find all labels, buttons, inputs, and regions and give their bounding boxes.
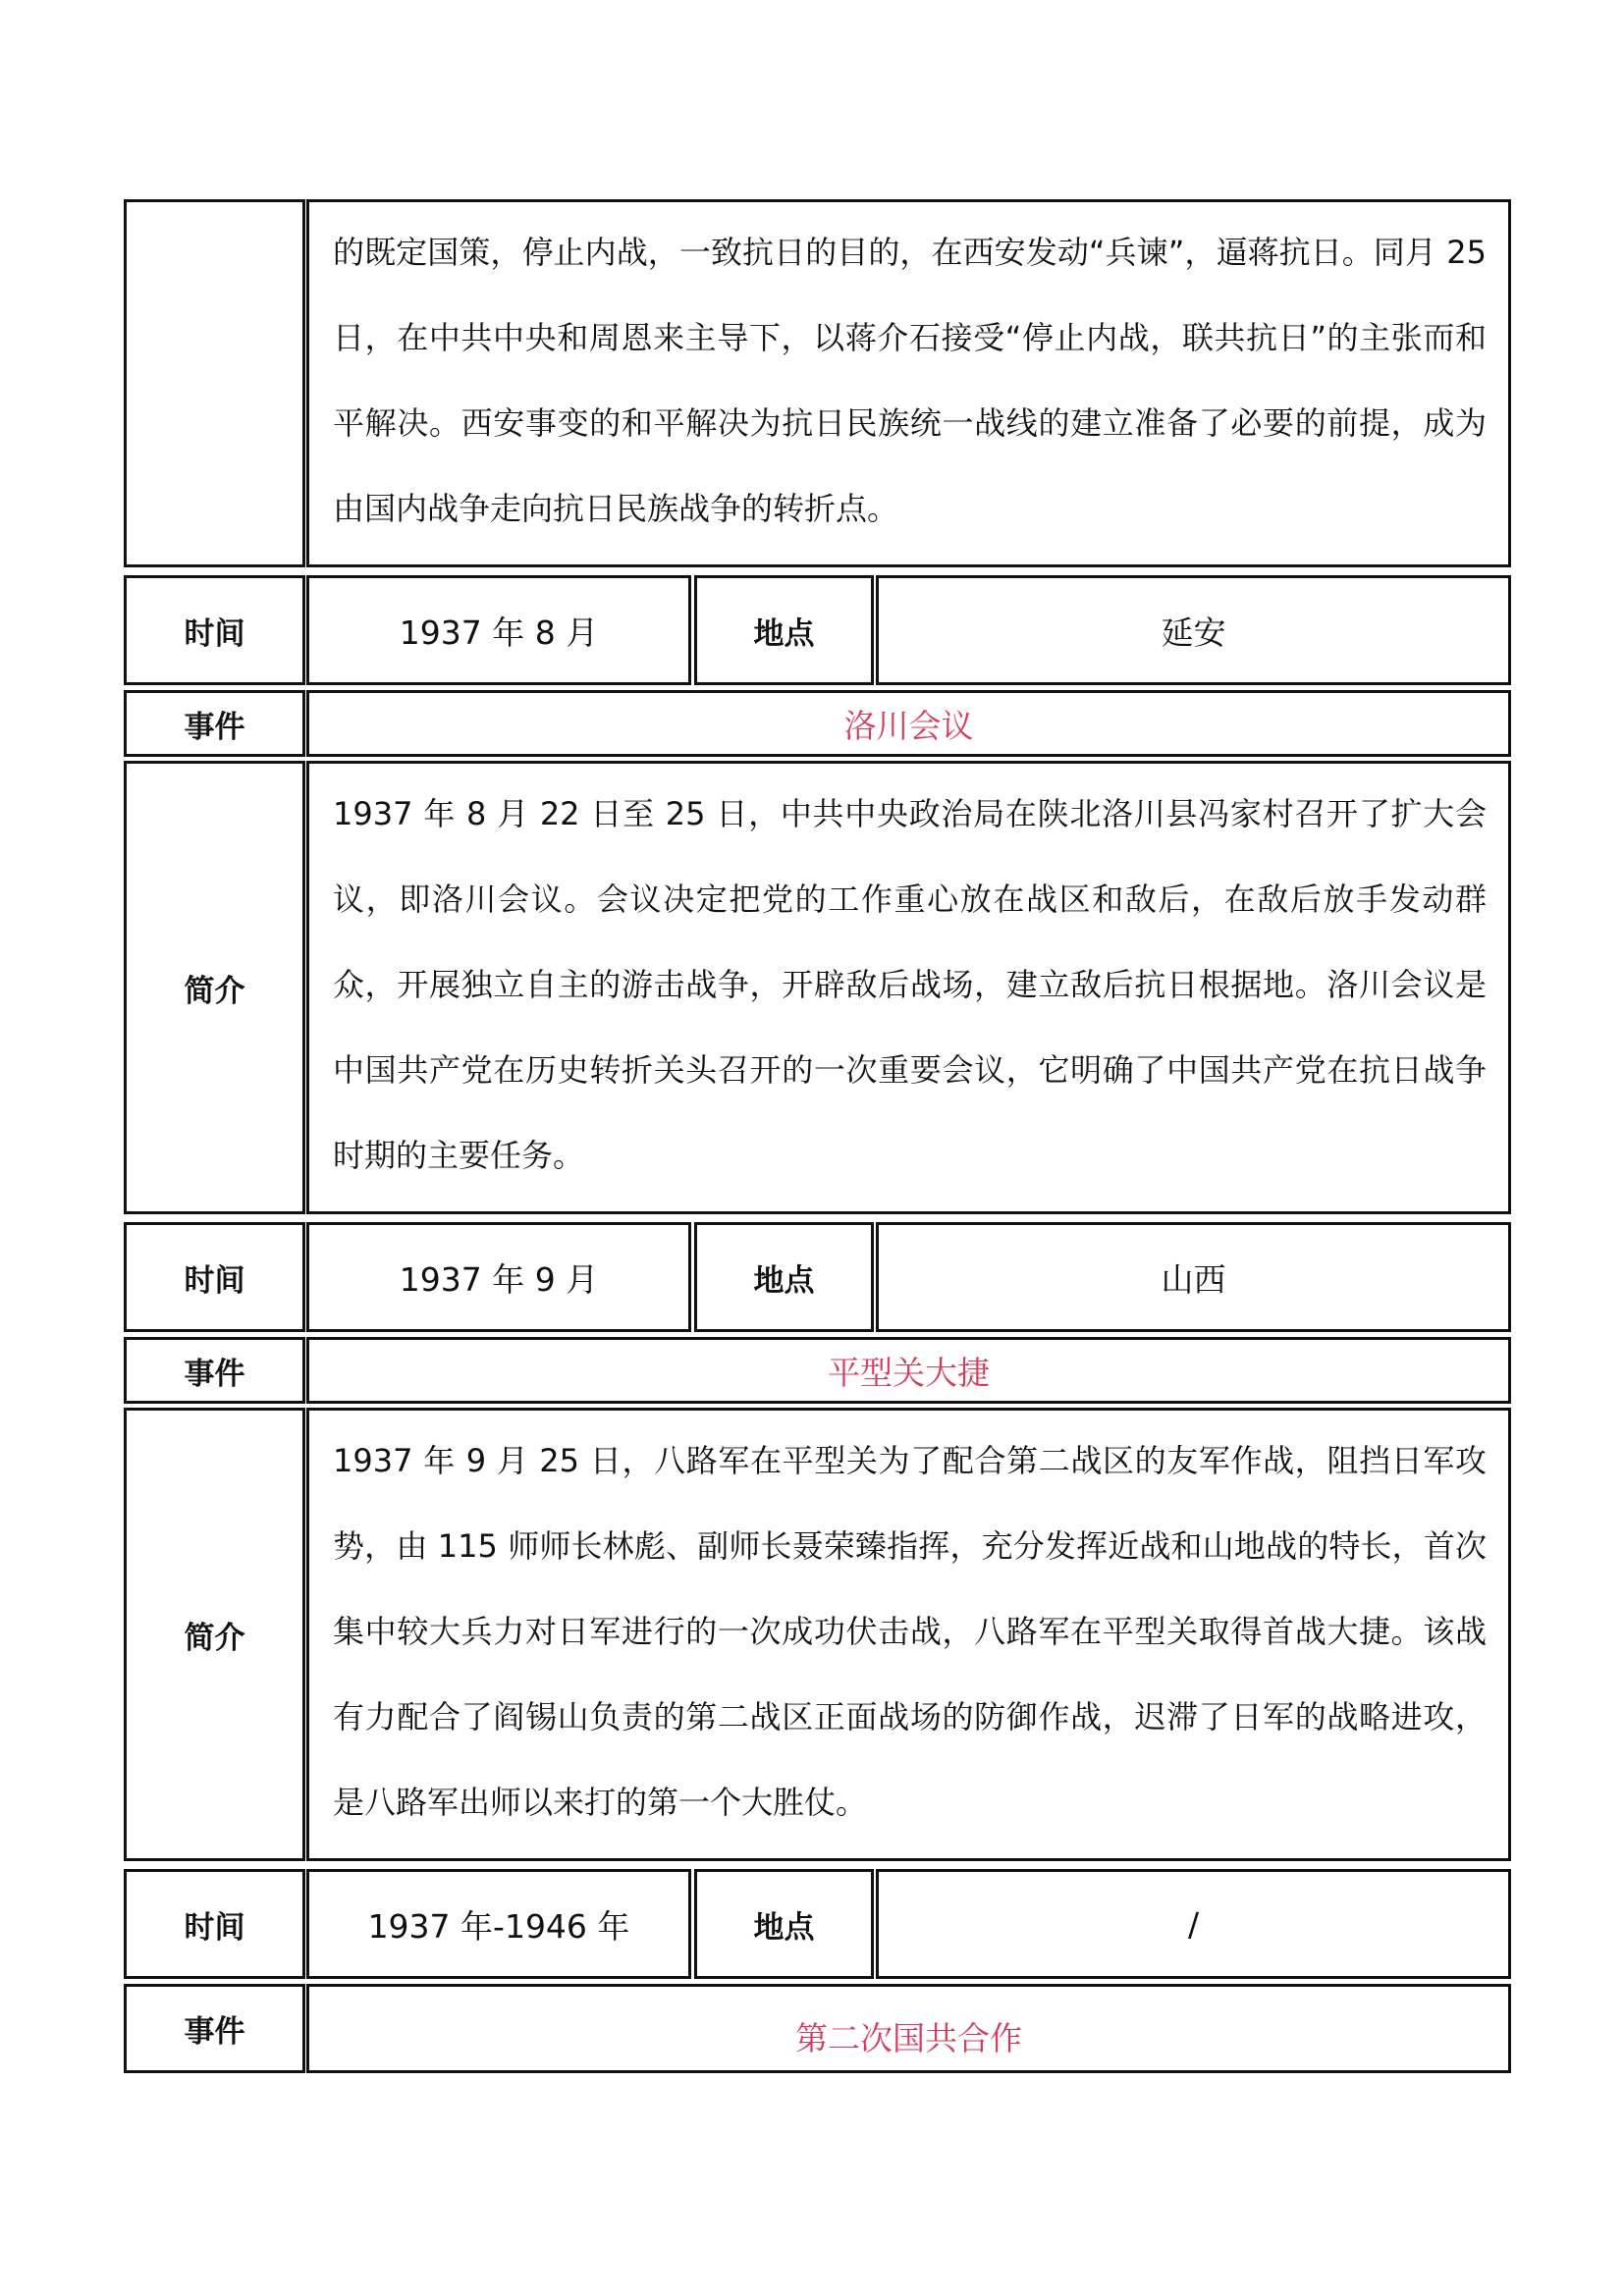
time-value: 1937 年-1946 年 bbox=[306, 1869, 691, 1979]
time-value: 1937 年 9 月 bbox=[306, 1222, 691, 1332]
event-label: 事件 bbox=[124, 690, 305, 757]
location-value: 山西 bbox=[876, 1222, 1511, 1332]
time-label: 时间 bbox=[124, 1869, 305, 1979]
time-value: 1937 年 8 月 bbox=[306, 575, 691, 685]
location-label: 地点 bbox=[694, 575, 874, 685]
event-title: 平型关大捷 bbox=[306, 1337, 1511, 1404]
event-title: 第二次国共合作 bbox=[306, 1984, 1511, 2073]
event-label: 事件 bbox=[124, 1984, 305, 2073]
location-value: / bbox=[876, 1869, 1511, 1979]
event-title: 洛川会议 bbox=[306, 690, 1511, 757]
time-label: 时间 bbox=[124, 575, 305, 685]
time-label: 时间 bbox=[124, 1222, 305, 1332]
location-label: 地点 bbox=[694, 1869, 874, 1979]
intro-text: 1937 年 8 月 22 日至 25 日，中共中央政治局在陕北洛川县冯家村召开了扩大会议，即洛川会议。会议决定把党的工作重心放在战区和敌后，在敌后放手发动群众，开展独立自主的游击战争，开辟敌后战场，建立敌后抗日根据地。洛川会议是中国共产党在历史转折关头召开的一次重要会议，它明确了中国共产党在抗日战争时期的主要任务。 bbox=[306, 761, 1511, 1214]
continuation-text: 的既定国策，停止内战，一致抗日的目的，在西安发动“兵谏”，逼蒋抗日。同月 25 日，在中共中央和周恩来主导下，以蒋介石接受“停止内战，联共抗日”的主张而和平解决。西安事变的和平解决为抗日民族统一战线的建立准备了必要的前提，成为由国内战争走向抗日民族战争的转折点。 bbox=[306, 199, 1511, 567]
location-label: 地点 bbox=[694, 1222, 874, 1332]
intro-text: 1937 年 9 月 25 日，八路军在平型关为了配合第二战区的友军作战，阻挡日军攻势，由 115 师师长林彪、副师长聂荣臻指挥，充分发挥近战和山地战的特长，首次集中较大兵力对日军进行的一次成功伏击战，八路军在平型关取得首战大捷。该战有力配合了阎锡山负责的第二战区正面战场的防御作战，迟滞了日军的战略进攻，是八路军出师以来打的第一个大胜仗。 bbox=[306, 1408, 1511, 1861]
intro-label: 简介 bbox=[124, 761, 305, 1214]
location-value: 延安 bbox=[876, 575, 1511, 685]
event-label: 事件 bbox=[124, 1337, 305, 1404]
continuation-label-cell bbox=[124, 199, 305, 567]
intro-label: 简介 bbox=[124, 1408, 305, 1861]
